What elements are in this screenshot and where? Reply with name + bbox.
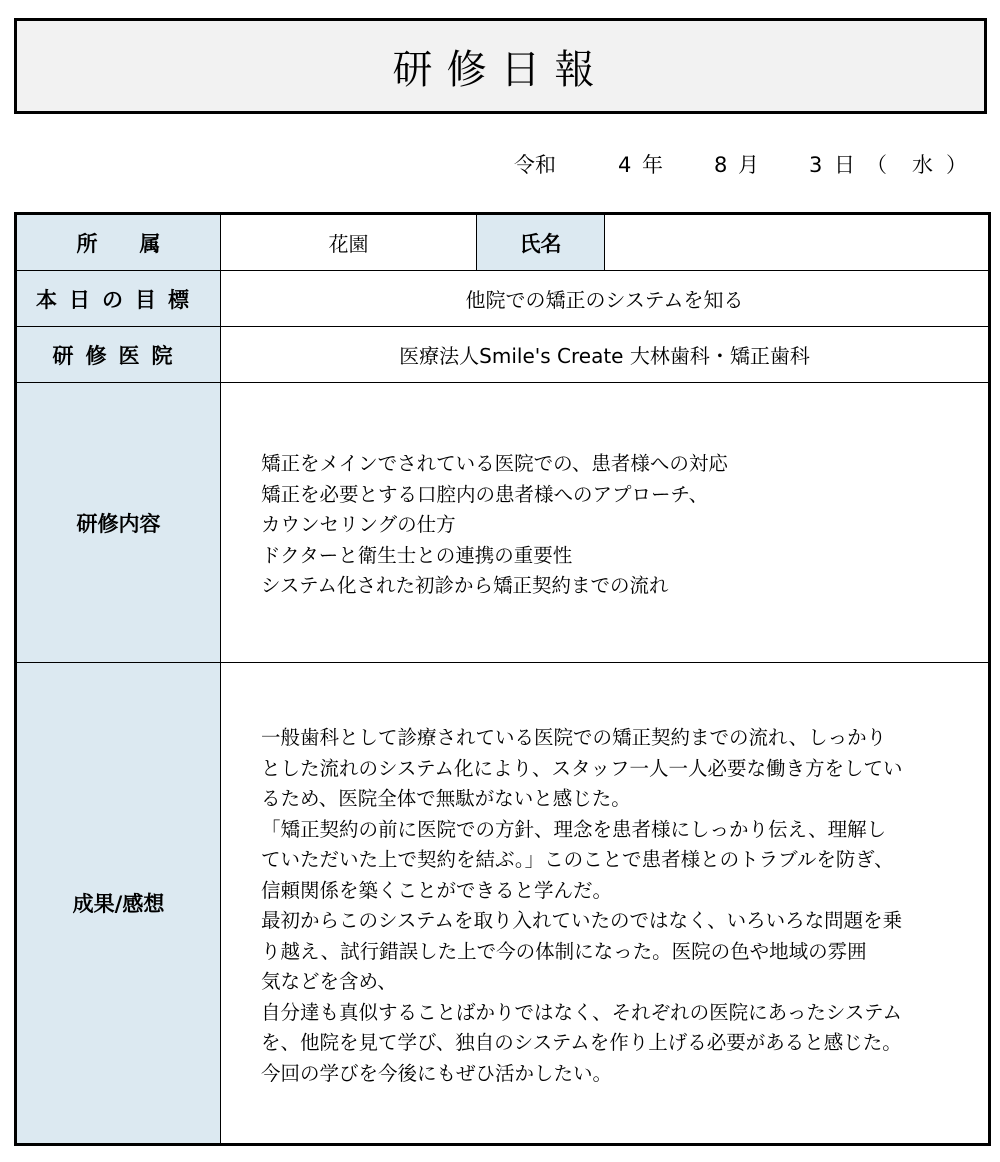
impression-line: 今回の学びを今後にもぜひ活かしたい。 (261, 1061, 613, 1085)
impression-line: 「矯正契約の前に医院での方針、理念を患者様にしっかり伝え、理解し (261, 817, 887, 841)
affiliation-value[interactable]: 花園 (221, 214, 477, 271)
impression-line: 自分達も真似することばかりではなく、それぞれの医院にあったシステム (261, 1000, 902, 1024)
name-value[interactable] (605, 214, 990, 271)
report-form (14, 212, 991, 1146)
impression-line: を、他院を見て学び、独自のシステムを作り上げる必要があると感じた。 (261, 1031, 902, 1054)
impression-line: るため、医院全体で無駄がないと感じた。 (261, 787, 631, 810)
goal-label: 本日の目標 (16, 271, 221, 327)
content-field[interactable] (221, 383, 990, 663)
name-label: 氏名 (477, 214, 605, 271)
goal-value[interactable]: 他院での矯正のシステムを知る (221, 271, 990, 327)
date-year: 4 (618, 153, 632, 177)
date-era: 令和 (514, 153, 556, 177)
content-row (16, 383, 990, 663)
date-weekday: 水 (912, 153, 933, 177)
goal-row (16, 271, 990, 327)
impression-field[interactable] (221, 663, 990, 1145)
impression-line: とした流れのシステム化により、スタッフ一人一人必要な働き方をしてい (261, 756, 903, 780)
clinic-label: 研修医院 (16, 327, 221, 383)
content-line: 矯正を必要とする口腔内の患者様へのアプローチ、 (261, 482, 709, 506)
date-paren-close: ） (946, 153, 967, 177)
impression-line: ていただいた上で契約を結ぶ。」このことで患者様とのトラブルを防ぎ、 (261, 848, 894, 871)
affiliation-label: 所 属 (16, 214, 221, 271)
date-month: 8 (714, 153, 728, 177)
date-paren-open: （ (866, 153, 887, 177)
date-year-unit: 年 (642, 153, 663, 177)
report-title: 研修日報 (14, 18, 987, 114)
content-line: カウンセリングの仕方 (261, 513, 456, 536)
date-day-unit: 日 (834, 153, 855, 177)
content-line: ドクターと衛生士との連携の重要性 (261, 543, 573, 567)
impression-label: 成果/感想 (16, 663, 221, 1145)
date-day: 3 (809, 153, 823, 177)
report-date (500, 150, 980, 180)
impression-line: 信頼関係を築くことができると学んだ。 (261, 878, 613, 902)
content-line: 矯正をメインでされている医院での、患者様への対応 (261, 452, 728, 475)
impression-row (16, 663, 990, 1145)
affiliation-row (16, 214, 990, 271)
date-month-unit: 月 (738, 153, 759, 177)
clinic-value[interactable]: 医療法人Smile's Create 大林歯科・矯正歯科 (221, 327, 990, 383)
impression-line: 最初からこのシステムを取り入れていたのではなく、いろいろな問題を乗 (261, 909, 903, 932)
content-label: 研修内容 (16, 383, 221, 663)
content-line: システム化された初診から矯正契約までの流れ (261, 574, 669, 597)
impression-line: 一般歯科として診療されている医院での矯正契約までの流れ、しっかり (261, 726, 887, 749)
impression-line: り越え、試行錯誤した上で今の体制になった。医院の色や地域の雰囲 (261, 939, 867, 963)
clinic-row (16, 327, 990, 383)
impression-line: 気などを含め、 (261, 970, 397, 993)
